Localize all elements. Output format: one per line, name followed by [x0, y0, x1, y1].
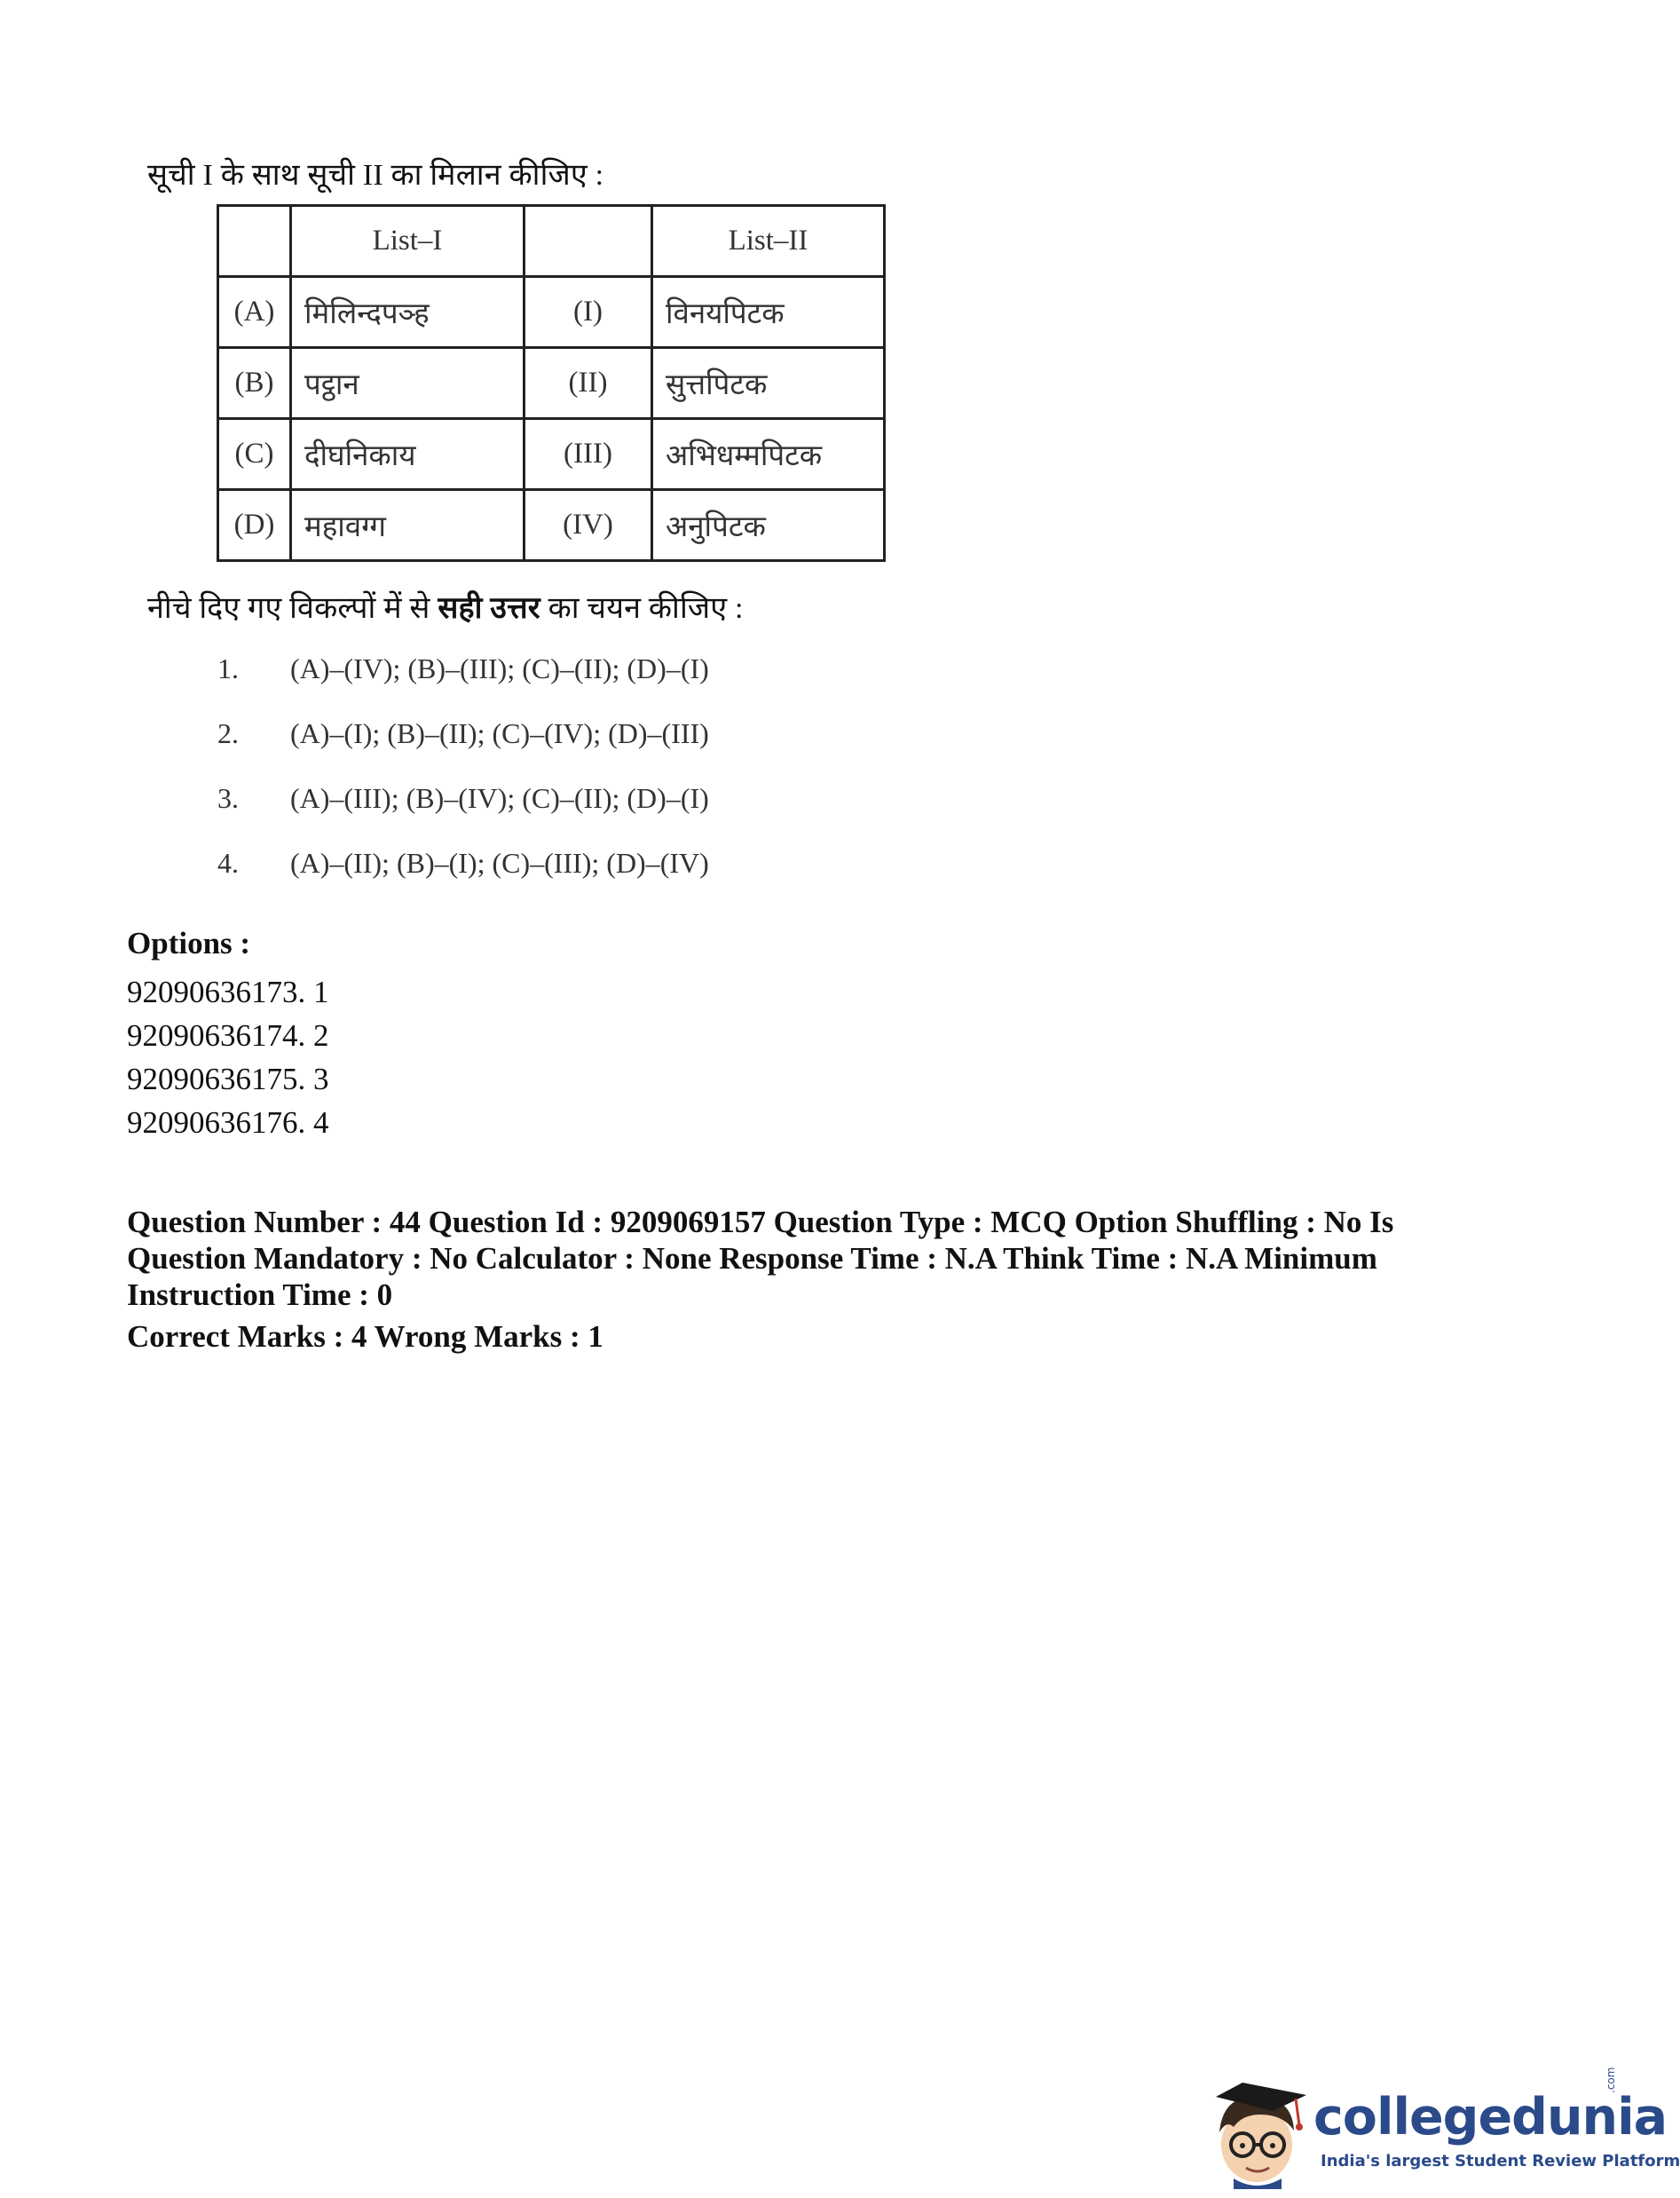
right-item: सुत्तपिटक [652, 348, 885, 419]
answer-choice [217, 782, 709, 847]
choice-text: (A)–(II); (B)–(I); (C)–(III); (D)–(IV) [290, 847, 709, 879]
brand-name: collegedunia [1313, 2088, 1668, 2147]
marks-info: Correct Marks : 4 Wrong Marks : 1 [127, 1319, 603, 1354]
choice-text: (A)–(IV); (B)–(III); (C)–(II); (D)–(I) [290, 652, 709, 684]
option-item: 92090636175. 3 [127, 1062, 329, 1096]
brand-suffix: .com [1605, 2067, 1617, 2093]
question-metadata: Question Number : 44 Question Id : 9209069157 Question Type : MCQ Option Shuffling : No Is Question Mandatory : No Calculator : None Response Time : N.A Think Time : N.A Minimum Instruction Time : 0 [127, 1205, 1394, 1312]
choice-text: (A)–(III); (B)–(IV); (C)–(II); (D)–(I) [290, 782, 709, 814]
choice-number: 4. [217, 847, 239, 879]
right-label: (II) [525, 348, 652, 419]
choice-number: 3. [217, 782, 239, 814]
match-table [217, 204, 886, 562]
table-header-row [218, 206, 885, 277]
list-2-header: List–II [652, 206, 885, 277]
table-header-cell [525, 206, 652, 277]
option-item: 92090636174. 2 [127, 1018, 329, 1053]
right-label: (III) [525, 419, 652, 490]
left-label: (C) [218, 419, 291, 490]
list-1-header: List–I [291, 206, 525, 277]
left-label: (A) [218, 277, 291, 348]
left-label: (B) [218, 348, 291, 419]
table-row [218, 277, 885, 348]
table-header-cell [218, 206, 291, 277]
answer-choices [217, 652, 709, 912]
option-item: 92090636173. 1 [127, 975, 329, 1009]
options-list [127, 970, 329, 1144]
select-instruction-pre: नीचे दिए गए विकल्पों में से [147, 592, 438, 625]
left-item: दीघनिकाय [291, 419, 525, 490]
table-row [218, 348, 885, 419]
select-instruction-bold: सही उत्तर [438, 592, 540, 625]
match-instruction: सूची I के साथ सूची II का मिलान कीजिए : [147, 159, 604, 192]
right-item: अनुपिटक [652, 490, 885, 561]
left-item: पट्ठान [291, 348, 525, 419]
select-instruction-post: का चयन कीजिए : [540, 592, 744, 625]
select-instruction [147, 586, 744, 627]
answer-choice [217, 652, 709, 717]
choice-text: (A)–(I); (B)–(II); (C)–(IV); (D)–(III) [290, 717, 709, 749]
left-label: (D) [218, 490, 291, 561]
right-label: (IV) [525, 490, 652, 561]
options-title: Options : [127, 926, 251, 961]
table-row [218, 490, 885, 561]
option-item: 92090636176. 4 [127, 1105, 329, 1140]
choice-number: 2. [217, 717, 239, 749]
right-item: विनयपिटक [652, 277, 885, 348]
answer-choice [217, 717, 709, 782]
left-item: मिलिन्दपञ्ह [291, 277, 525, 348]
mascot-icon [1207, 2075, 1313, 2189]
right-item: अभिधम्मपिटक [652, 419, 885, 490]
choice-number: 1. [217, 652, 239, 684]
right-label: (I) [525, 277, 652, 348]
collegedunia-logo[interactable] [1207, 2067, 1680, 2189]
table-row [218, 419, 885, 490]
brand-tagline: India's largest Student Review Platform [1321, 2152, 1680, 2170]
answer-choice [217, 847, 709, 912]
left-item: महावग्ग [291, 490, 525, 561]
